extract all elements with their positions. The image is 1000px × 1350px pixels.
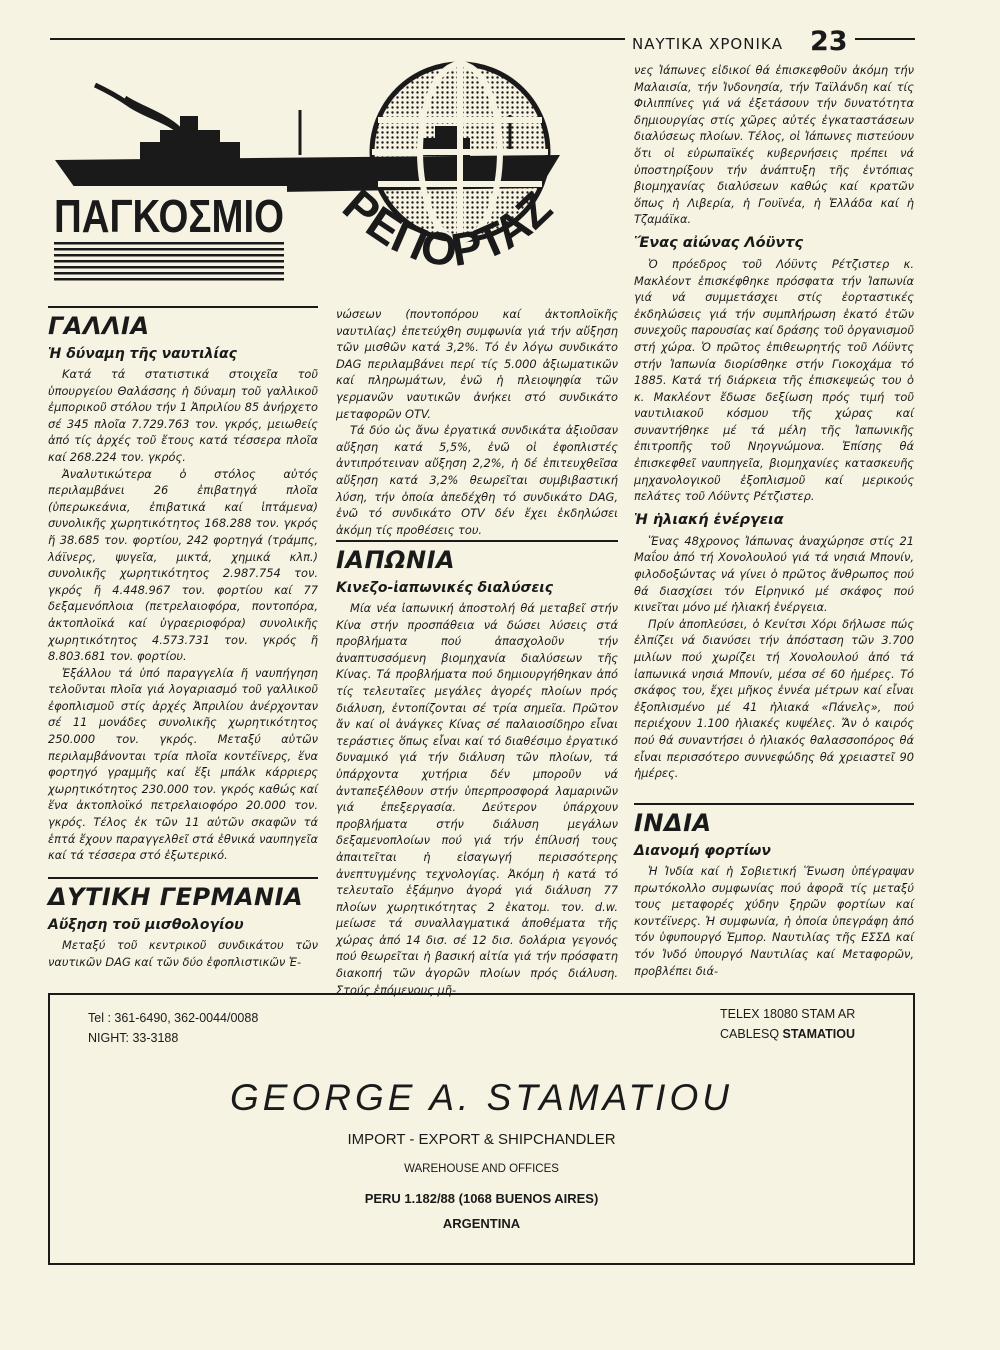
paragraph: Κατά τά στατιστικά στοιχεῖα τοῦ ὑπουργείου Θαλάσσης ἡ δύναμη τοῦ γαλλικοῦ ἐμπορικοῦ στόλου τήν 1 Ἀπριλίου 85 ἀνήρχετο σέ 345 πλοῖα 7.729.763 τον. γκρός, μειωθείς ἀπό τίς ἀρχές τοῦ ἔτους κατά τέσσερα πλοῖα καί 268.224 τον. γκρός. [48,367,318,464]
paragraph: Τά δύο ὡς ἄνω ἐργατικά συνδικάτα ἀξιοῦσαν αὔξηση κατά 5,5%, ἐνῶ οἱ ἐφοπλιστές ἀντιπρότειναν αὔξηση 2,2%, ἡ δέ ἐπιτευχθεῖσα αὔξηση κατά 3,2% θεωρεῖται συμβιβαστική λύση, τήν ὁποία ἀπεδέχθη τό συνδικάτο DAG, ἐνῶ τό συνδικάτο OTV δέν ἔχει ἐκδηλώσει ἀκόμη τίς προθέσεις του. [336,423,618,537]
masthead-word-1: ΠΑΓΚΟΣΜΙΟ [54,190,284,242]
masthead-graphic [40,60,620,305]
section-rule [634,803,914,805]
ad-cables-name: STAMATIOU [782,1027,855,1041]
ad-cables-prefix: CABLESQ [720,1027,780,1041]
paragraph: Μεταξύ τοῦ κεντρικοῦ συνδικάτου τῶν ναυτικῶν DAG καί τῶν δύο ἐφοπλιστικῶν Ἑ- [48,938,318,969]
paragraph: Ἕνας 48χρονος Ἰάπωνας ἀναχώρησε στίς 21 Μαΐου ἀπό τή Χονολουλού γιά τά νησιά Μπονίν, φιλοδοξώντας νά γίνει ὁ πρῶτος ἄνθρωπος πού θά διασχίσει τόν Εἰρηνικό μέ σκάφος πού κινεῖται μόνο μέ ἡλιακή ἐνέργεια. [634,533,914,615]
ad-warehouse: WAREHOUSE AND OFFICES [404,1163,559,1175]
masthead-word-2: ΡΕΠΟΡΤΑΖ [333,178,562,277]
subheading-solar-energy: Ἡ ἡλιακή ἐνέργεια [634,511,784,528]
ad-cables [720,1027,855,1041]
ad-telex: TELEX 18080 STAM AR [720,1007,856,1021]
magazine-title: ΝΑΥΤΙΚΑ ΧΡΟΝΙΚΑ [632,35,783,53]
paragraph: Ἀναλυτικώτερα ὁ στόλος αὐτός περιλαμβάνει 26 ἐπιβατηγά πλοῖα (ὑπερωκεάνια, ἐπιβατικά καί ἱπτάμενα) συνολικῆς χωρητικότητος 168.288 τον. γκρός ἤ 38.685 τον. φορτίου, 242 φορτηγά (τράμπς, λάϊνερς, ψυγεῖα, μικτά, χημικά κλπ.) συνολικῆς χωρητικότητος 2.987.754 τον. γκρός ἤ 4.448.967 τον. φορτίου καί 77 δεξαμενόπλοια (πετρελαιοφόρα, ποντοπόρα, ἀκτοπλοϊκά καί ὑγραεριοφόρα) συνολικῆς χωρητικότητος 4.573.731 τον. γκρός ἤ 8.803.681 τον. φορτίου. [48,466,318,664]
section-title-japan: ΙΑΠΩΝΙΑ [336,546,456,574]
ad-telephone: Tel : 361-6490, 362-0044/0088 [88,1011,259,1025]
paragraph: Ὁ πρόεδρος τοῦ Λόϋντς Ρέτζιστερ κ. Μακλέοντ ἐπισκέφθηκε πρόσφατα τήν Ἰαπωνία γιά νά συμμετάσχει στίς ἑορταστικές ἐκδηλώσεις γιά τήν συμπλήρωση ἑκατό ἐτῶν συνεχοῦς παρουσίας καί δράσης τοῦ ὀργανισμοῦ στή χώρα. Ὁ πρῶτος ἐπιθεωρητής τοῦ Λόϋντς στήν Ἰαπωνία διορίσθηκε στήν Γιοκοχάμα τό 1885. Κατά τή διάρκεια τῆς ἐπισκεψεώς του ὁ κ. Μακλέοντ ἔδωσε δεξίωση πρός τιμή τοῦ ναυτιλιακοῦ κόσμου τῆς χώρας καί συναντήθηκε μέ τά μέλη τῆς Ἰαπωνικῆς ἐπιτροπῆς τοῦ Νηογνώμονα. Ἐπίσης θά ἐπισκεφθεῖ ναυπηγεῖα, βιομηχανίες κατασκευῆς μηχανολογικοῦ ἐξοπλισμοῦ καί μερικούς πελάτες τοῦ Λόϋντς Ρέτζιστερ. [634,256,914,504]
ad-night-phone: NIGHT: 33-3188 [88,1031,179,1045]
subheading-cargo-distribution: Διανομή φορτίων [634,843,771,859]
column-2-japan [336,540,618,998]
masthead-stripes [54,242,284,281]
subheading-wage-increase: Αὔξηση τοῦ μισθολογίου [48,917,244,933]
header-rule-left [50,38,625,40]
subheading-century-lloyds: Ἕνας αἰώνας Λόϋντς [634,234,804,251]
paragraph: νώσεων (ποντοπόρου καί ἀκτοπλοϊκῆς ναυτιλίας) ἐπετεύχθη συμφωνία γιά τήν αὔξηση τῶν μισθῶν κατά 3,2%. Τό ἐν λόγω συνδικάτο DAG περιλαμβάνει περί τίς 5.000 ἀξιωματικῶν καί πληρωμάτων, ἐνῶ ἡ πλειοψηφία τῶν γερμανῶν ναυτικῶν ἀνήκει στό συνδικάτο μεταφορῶν OTV. [336,307,618,421]
section-title-france: ΓΑΛΛΙΑ [48,312,150,340]
column-3 [634,62,914,782]
ad-tagline: IMPORT - EXPORT & SHIPCHANDLER [347,1131,616,1148]
advertisement-box [48,993,915,1265]
subheading-shipping-strength: Ἡ δύναμη τῆς ναυτιλίας [48,346,237,362]
paragraph: νες Ἰάπωνες εἰδικοί θά ἐπισκεφθοῦν ἀκόμη τήν Μαλαισία, τήν Ἰνδονησία, τήν Ταϊλάνδη καί τίς Φιλιππίνες γιά νά ἐξετάσουν τήν δυνατότητα δημιουργίας στίς χῶρες αὐτές ἐγκαταστάσεων διαλύσεως πλοίων. Τέλος, οἱ Ἰάπωνες πιστεύουν ὅτι οἱ εὐρωπαϊκές κυβερνήσεις πρέπει νά ὑποστηρίξουν τήν ἀνάπτυξη τῆς ἐντόπιας βιομηχανίας διαλύσεων καθώς καί κρατῶν ὅπως ἡ Λιβερία, ἡ Γουϊνέα, ἡ Ἑλλάδα καί ἡ Τζαμάϊκα. [634,63,914,227]
paragraph: Ἐξάλλου τά ὑπό παραγγελία ἤ ναυπήγηση τελοῦνται πλοῖα γιά λογαριασμό τοῦ γαλλικοῦ ἐφοπλισμοῦ στίς ἀρχές Ἀπριλίου ἀνέρχονταν σέ 11 μονάδες συνολικῆς χωρητικότητος 250.000 τον. γκρός. Μεταξύ αὐτῶν περιλαμβάνονται τρία πλοῖα κοντέϊνερς, ἕνα φορτηγό γραμμῆς καί ἕξι μπάλκ κάρριερς χωρητικότητος 230.000 τον. γκρός καθώς καί ἕνα ἀκτοπλοϊκό πετρελαιοφόρο 20.000 τον. γκρός. Τέλος ἐκ τῶν 11 αὐτῶν σκαφῶν τά ἑπτά ἔχουν παραγγελθεῖ στά ἐθνικά ναυπηγεῖα καί τά τέσσερα στό ἐξωτερικό. [48,665,318,863]
paragraph: Μία νέα ἰαπωνική ἀποστολή θά μεταβεῖ στήν Κίνα στήν προσπάθεια νά δώσει λύσεις στά προβλήματα πού ἀπασχολοῦν τήν ἀναπτυσσόμενη βιομηχανία διαλύσεων τῆς Κίνας. Τά προβλήματα πού δημιουργήθηκαν ἀπό τίς τελευταῖες μεγάλες ἀγορές πλοίων πρός διάλυση, ἐντοπίζονται σέ τρία σημεῖα. Πρῶτον ἄν καί οἱ ἀνάγκες Κίνας σέ παλαιοσίδηρο εἶναι τεράστιες ὅπως εἶναι καί τό διαθέσιμο ἐργατικό δυναμικό γιά τήν διάλυση τῶν πλοίων, τά ὑπάρχοντα χυτήρια δέν μποροῦν νά ἀνταπεξέλθουν στήν ὑπερπροσφορά λαμαρινῶν γιά ἐπεξεργασία. Δεύτερον ὑπάρχουν προβλήματα στήν διάλυση μεγάλων δεξαμενοπλοίων πού γιά τήν ἐπίλυσή τους ἀπαιτεῖται ἡ εἰσαγωγή περισσότερης ἀνεπτυγμένης τεχνολογίας. Ἀκόμη ἡ κατά τό τελευταῖο ἑξάμηνο ἀγορά γιά διάλυση 77 πλοίων χωρητικότητας 2 ἑκατομ. τον. d.w. μείωσε τά συναλλαγματικά ἀποθέματα τῆς χώρας ἀπό 14 δισ. σέ 12 δισ. δολάρια γεγονός πού θεωρεῖται ἡ βασική αἰτία γιά τήν πρόσφατη διακοπή τῶν ἀγορῶν πλοίων πρός διάλυση. Στούς ἑπόμενους μῆ- [336,601,618,997]
paragraph: Πρίν ἀποπλεύσει, ὁ Κενίτσι Χόρι δήλωσε πώς ἐλπίζει νά διανύσει τήν ἀπόσταση τῶν 3.700 μιλίων πού χωρίζει τή Χονολουλού ἀπό τά ἰαπωνικά νησιά Μπονίν, μέσα σέ 60 ἡμέρες. Τό σκάφος του, ἔχει μῆκος ἐννέα μέτρων καί εἶναι ἐξοπλισμένο μέ 41 ἡλιακά «Πάνελς», πού περιέχουν 1.100 ἡλιακές κυψέλες. Ἄν ὁ καιρός πού θά συναντήσει ὁ ἡλιακός θαλασσοπόρος θά εἶναι περισσότερο συννεφώδης θά χρειαστεῖ 90 ἡμέρες. [634,616,914,781]
header-rule-right [855,38,915,40]
section-rule [48,877,318,879]
paragraph: Ἡ Ἰνδία καί ἡ Σοβιετική Ἕνωση ὑπέγραψαν πρωτόκολλο συμφωνίας πού ἀφορᾶ τίς μεταξύ τους μεταφορές χύδην ξηρῶν φορτίων καί κοντέϊνερς. Ἡ συμφωνία, ἡ ὁποία ὑπεγράφη ἀπό τόν ὑφυπουργό Ἐμπορ. Ναυτιλίας τῆς ΕΣΣΔ καί τόν Ἰνδό ὑπουργό Ναυτιλίας καί Μεταφορῶν, προβλέπει διά- [634,864,914,978]
column-1-bottom [48,877,318,970]
ad-brand-name: GEORGE A. STAMATIOU [230,1077,733,1118]
ad-country: ARGENTINA [442,1216,521,1231]
section-title-west-germany: ΔΥΤΙΚΗ ΓΕΡΜΑΝΙΑ [48,883,304,911]
column-2 [336,306,618,538]
ad-address: PERU 1.182/88 (1068 BUENOS AIRES) [364,1191,599,1206]
column-1 [48,306,318,864]
section-title-india: ΙΝΔΙΑ [634,809,712,837]
page-number: 23 [810,26,848,57]
section-rule [336,540,618,542]
subheading-sino-japanese-scrapping: Κινεζο-ἰαπωνικές διαλύσεις [336,580,554,596]
column-3-india [634,803,914,979]
section-rule [48,306,318,308]
